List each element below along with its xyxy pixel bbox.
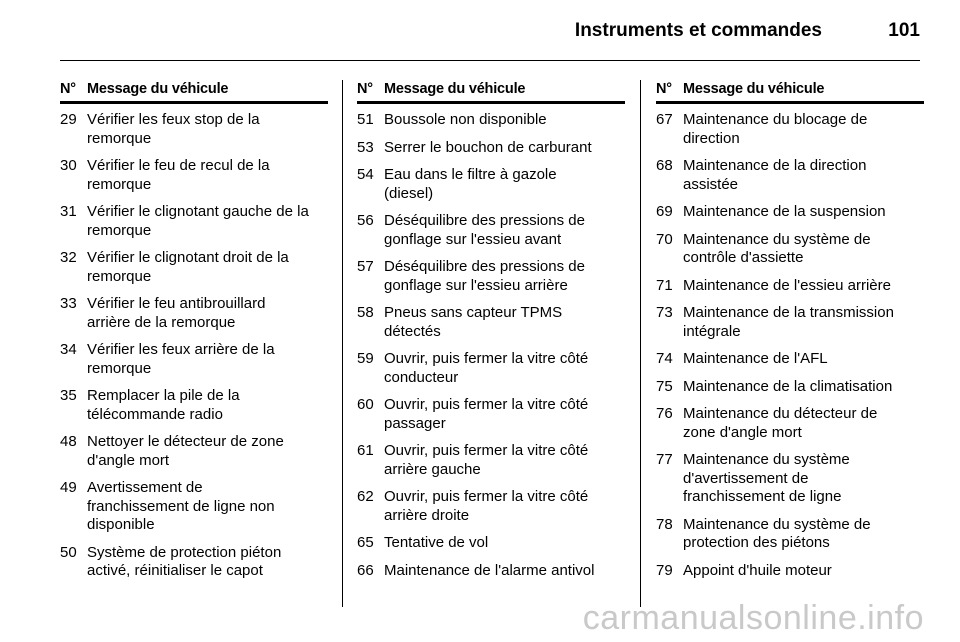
message-text: Vérifier le clignotant droit de la remorque	[87, 249, 289, 285]
message-number: 53	[357, 138, 374, 156]
message-number: 69	[656, 203, 673, 220]
message-row	[656, 231, 924, 268]
message-number: 73	[656, 304, 673, 321]
message-number: 79	[656, 561, 673, 579]
message-text: Maintenance de la suspension	[683, 203, 886, 220]
message-row	[656, 203, 924, 222]
message-row	[656, 304, 924, 341]
message-number: 60	[357, 396, 374, 413]
message-row	[60, 157, 328, 194]
message-text: Maintenance de la transmission intégrale	[683, 304, 894, 340]
column-header-number: N°	[60, 81, 76, 97]
message-text: Eau dans le filtre à gazole (diesel)	[384, 166, 557, 202]
message-number: 67	[656, 111, 673, 128]
message-row	[357, 562, 625, 581]
message-row	[357, 442, 625, 479]
message-column-3	[656, 80, 924, 589]
message-text: Maintenance de l'essieu arrière	[683, 276, 891, 294]
message-number: 70	[656, 230, 673, 248]
message-number: 75	[656, 377, 673, 395]
message-column-1	[60, 80, 328, 590]
message-number: 58	[357, 304, 374, 321]
message-row	[656, 157, 924, 194]
column-header	[656, 80, 924, 104]
message-row	[60, 479, 328, 535]
message-text: Maintenance de l'alarme antivol	[384, 561, 595, 579]
message-row	[60, 111, 328, 148]
message-number: 33	[60, 295, 77, 312]
message-text: Maintenance du système de protection des piétons	[683, 515, 871, 551]
message-text: Boussole non disponible	[384, 111, 547, 128]
message-text: Maintenance du blocage de direction	[683, 111, 868, 147]
message-row	[357, 111, 625, 130]
message-row	[656, 451, 924, 507]
message-text: Système de protection piéton activé, réinitialiser le capot	[87, 543, 282, 579]
column-header-number: N°	[656, 81, 672, 97]
message-text: Maintenance de la climatisation	[683, 377, 893, 395]
message-number: 29	[60, 111, 77, 128]
message-number: 35	[60, 387, 77, 404]
message-text: Maintenance du détecteur de zone d'angle mort	[683, 405, 878, 441]
column-header	[60, 80, 328, 104]
message-text: Vérifier le feu antibrouillard arrière de la remorque	[87, 295, 266, 331]
message-text: Maintenance du système d'avertissement de franchissement de ligne	[683, 451, 850, 505]
message-number: 34	[60, 341, 77, 358]
message-text: Vérifier le clignotant gauche de la remorque	[87, 203, 309, 239]
message-row	[357, 258, 625, 295]
message-row	[656, 562, 924, 581]
message-row	[60, 295, 328, 332]
message-number: 68	[656, 157, 673, 174]
message-row	[60, 387, 328, 424]
message-row	[357, 304, 625, 341]
message-text: Ouvrir, puis fermer la vitre côté arrière gauche	[384, 442, 589, 478]
message-number: 77	[656, 451, 673, 468]
message-row	[656, 111, 924, 148]
header-divider	[60, 60, 920, 61]
message-number: 71	[656, 276, 673, 294]
message-number: 49	[60, 479, 77, 496]
message-row	[357, 166, 625, 203]
message-text: Serrer le bouchon de carburant	[384, 138, 592, 156]
column-header-label: Message du véhicule	[87, 81, 229, 97]
message-number: 59	[357, 350, 374, 367]
message-text: Appoint d'huile moteur	[683, 561, 832, 579]
message-text: Ouvrir, puis fermer la vitre côté passager	[384, 396, 589, 432]
message-row	[656, 350, 924, 369]
message-number: 62	[357, 488, 374, 505]
message-row	[60, 433, 328, 470]
column-header-number: N°	[357, 81, 373, 97]
column-header-label: Message du véhicule	[384, 81, 526, 97]
message-number: 54	[357, 166, 374, 183]
message-text: Avertissement de franchissement de ligne non disponible	[87, 479, 275, 533]
message-row	[656, 516, 924, 553]
message-row	[357, 212, 625, 249]
message-text: Vérifier le feu de recul de la remorque	[87, 157, 270, 193]
message-text: Nettoyer le détecteur de zone d'angle mort	[87, 433, 284, 469]
column-divider	[640, 80, 641, 607]
message-text: Ouvrir, puis fermer la vitre côté conducteur	[384, 350, 589, 386]
message-number: 66	[357, 561, 374, 579]
message-text: Maintenance du système de contrôle d'assiette	[683, 230, 871, 266]
message-number: 61	[357, 442, 374, 459]
column-divider	[342, 80, 343, 607]
message-text: Maintenance de la direction assistée	[683, 157, 867, 193]
message-number: 32	[60, 249, 77, 266]
message-column-2	[357, 80, 625, 589]
message-number: 48	[60, 433, 77, 450]
page-number: 101	[888, 20, 920, 41]
column-header	[357, 80, 625, 104]
message-text: Déséquilibre des pressions de gonflage sur l'essieu arrière	[384, 258, 585, 294]
message-row	[656, 405, 924, 442]
message-row	[60, 203, 328, 240]
message-row	[656, 378, 924, 397]
message-text: Vérifier les feux stop de la remorque	[87, 111, 260, 147]
message-number: 65	[357, 534, 374, 551]
message-number: 51	[357, 111, 374, 128]
message-number: 57	[357, 258, 374, 275]
message-number: 74	[656, 350, 673, 367]
message-number: 30	[60, 157, 77, 174]
message-text: Tentative de vol	[384, 534, 489, 551]
message-row	[656, 277, 924, 296]
message-number: 78	[656, 515, 673, 533]
message-number: 76	[656, 405, 673, 422]
message-row	[357, 534, 625, 553]
message-text: Vérifier les feux arrière de la remorque	[87, 341, 275, 377]
message-number: 56	[357, 212, 374, 229]
message-text: Pneus sans capteur TPMS détectés	[384, 304, 563, 340]
message-row	[357, 396, 625, 433]
message-row	[60, 544, 328, 581]
watermark: carmanualsonline.info	[582, 599, 924, 637]
message-number: 50	[60, 543, 77, 561]
message-row	[357, 139, 625, 158]
message-number: 31	[60, 203, 77, 220]
message-row	[357, 350, 625, 387]
column-header-label: Message du véhicule	[683, 81, 825, 97]
message-row	[357, 488, 625, 525]
message-text: Ouvrir, puis fermer la vitre côté arrière droite	[384, 488, 589, 524]
page-title: Instruments et commandes	[574, 20, 822, 41]
message-row	[60, 249, 328, 286]
message-text: Maintenance de l'AFL	[683, 350, 828, 367]
message-row	[60, 341, 328, 378]
message-text: Remplacer la pile de la télécommande radio	[87, 387, 240, 423]
message-text: Déséquilibre des pressions de gonflage sur l'essieu avant	[384, 212, 585, 248]
